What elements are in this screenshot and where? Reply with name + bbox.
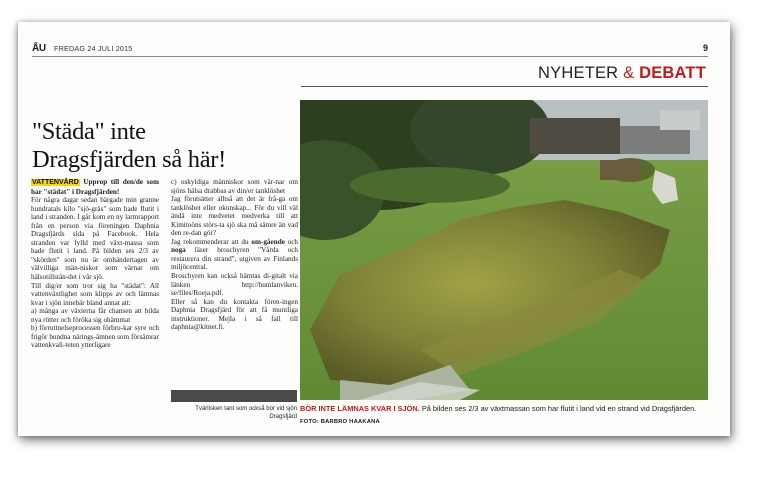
headline-line-2: Dragsfjärden så här! [32, 146, 226, 173]
redacted-signature-bar [171, 390, 297, 402]
page-number: 9 [702, 43, 708, 53]
section-rule [301, 86, 708, 87]
issue-date: FREDAG 24 JULI 2015 [54, 44, 133, 53]
body-paragraph: b) förruttnelseprocessen förbru-kar syre och frigör bundna närings-ämnen som försämrar vattenkvali-teten ytterligare [31, 324, 159, 350]
section-title [538, 64, 706, 83]
photo-credit: FOTO: BARBRO HAAKANA [300, 418, 380, 425]
article-column-2 [171, 178, 298, 332]
headline-line-1: "Städa" inte [32, 118, 146, 145]
article-column-1 [31, 178, 159, 350]
page-header [32, 43, 708, 57]
newspaper-page [18, 22, 730, 436]
caption-headline: BÖR INTE LÄMNAS KVAR I SJÖN. [300, 404, 420, 413]
text-run: läser broschyren "Vårda och restaurera din strand", utgiven av Finlands miljöcentral. [171, 246, 298, 272]
body-paragraph: c) oskyldiga människor som vär-nar om sjöns hälsa drabbas av din/er tanklöshet [171, 178, 298, 195]
bold-run: noga [171, 246, 186, 255]
photo-illustration [300, 100, 708, 400]
photo-grass-pile [300, 100, 708, 400]
body-paragraph: Jag förutsätter alltså att det är frå-ga om tanklöshet eller okunskap... För du vill väl ändå inte medvetet medverka till att Kimitoöns störs-ta sjö ska må sämre än vad den re-dan gör? [171, 195, 298, 238]
text-run: Jag rekommenderar att du [171, 237, 252, 246]
caption-text: På bilden ses 2/3 av växtmassan som har flutit i land vid en strand vid Dragsfjärden. [419, 404, 697, 413]
bold-run: om-gående [251, 237, 285, 246]
text-run: och [284, 237, 298, 246]
kicker-badge: VATTENVÅRD [32, 179, 79, 186]
body-paragraph: Till dig/er som tror sig ha "städat": All vattenväxtlighet som klipps av och lämnas kvar i sjön innebär bland annat att: [31, 281, 159, 307]
lead-text: Upprop till den/de som har "städat" i Dragsfjärden! [31, 178, 159, 196]
paper-logo: ÅU [32, 43, 46, 54]
body-paragraph: Broschyren kan också hämtas di-gitalt via länken http://humlanviken. se/files/Roeja.pdf. [171, 272, 298, 298]
section-ampersand: & [623, 64, 635, 82]
body-paragraph: För några dagar sedan bärgade min granne hundratals kilo "sjö-gräs" som hade flutit i land i stranden. I går kom en ny larmrapport från en person via föreningen Daphnia Dragsfjärds sida på Facebook. Hela stranden var fylld med växt-massa som hade flutit i land. På bilden ses 2/3 av "skörden" som nu är omhändertagen av välvilliga män-niskor som värnar om hälsotillstån-det i vår sjö. [31, 196, 159, 282]
section-nyheter: NYHETER [538, 64, 619, 82]
photo-caption [300, 404, 706, 427]
lead-paragraph [31, 178, 159, 196]
header-rule [32, 56, 708, 57]
section-debatt: DEBATT [639, 64, 706, 82]
body-paragraph [171, 238, 298, 272]
article-headline [32, 118, 272, 174]
signature: Tvärlisken tant som också bor vid sjön Dragsfjärd [195, 406, 297, 420]
body-paragraph: Eller så kan du kontakta fören-ingen Daphnia Dragsfjärd för att få muntliga instruktioner. Mejla i så fall till daphnia@kitnet.fi. [171, 297, 298, 332]
body-paragraph: a) många av växterna får chansen att bilda nya rötter och föröka sig ohämmat [31, 307, 159, 324]
